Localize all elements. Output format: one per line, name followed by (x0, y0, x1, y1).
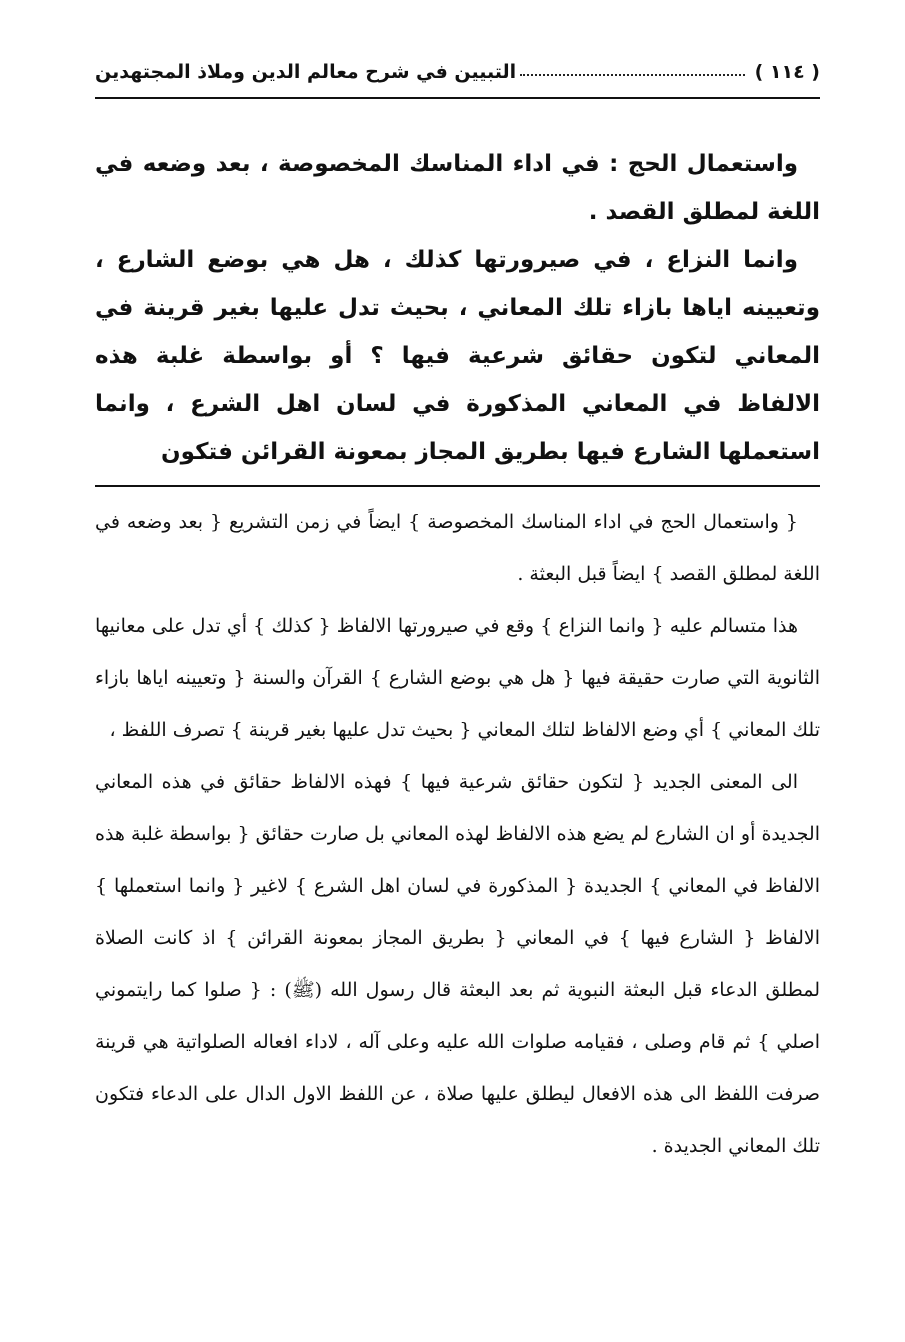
commentary-paragraph: { واستعمال الحج في اداء المناسك المخصوصة } ايضاً في زمن التشريع { بعد وضعه في اللغة لمطلق القصد } ايضاً قبل البعثة . (95, 511, 820, 585)
book-title: التبيين في شرح معالم الدين وملاذ المجتهدين (95, 61, 517, 83)
header-dotted-leader (520, 74, 744, 76)
main-text-paragraph: واستعمال الحج : في اداء المناسك المخصوصة ، بعد وضعه في اللغة لمطلق القصد . (95, 151, 820, 225)
main-text-paragraph: وانما النزاع ، في صيرورتها كذلك ، هل هي بوضع الشارع ، وتعيينه اياها بازاء تلك المعاني ، بحيث تدل عليها بغير قرينة في المعاني لتكون حقائق شرعية فيها ؟ أو بواسطة غلبة هذه الالفاظ في المعاني المذكورة في لسان اهل الشرع ، وانما استعملها الشارع فيها بطريق المجاز بمعونة القرائن فتكون (95, 247, 820, 465)
commentary-text (95, 496, 820, 1172)
running-header (95, 50, 820, 94)
commentary-paragraph: الى المعنى الجديد { لتكون حقائق شرعية فيها } فهذه الالفاظ حقائق في هذه المعاني الجديدة أو ان الشارع لم يضع هذه الالفاظ لهذه المعاني بل صارت حقائق { بواسطة غلبة هذه الالفاظ في المعاني } الجديدة { المذكورة في لسان اهل الشرع } لاغير { وانما استعملها } الالفاظ { الشارع فيها } في المعاني { بطريق المجاز بمعونة القرائن } اذ كانت الصلاة لمطلق الدعاء قبل البعثة النبوية ثم بعد البعثة قال رسول الله (ﷺ) : { صلوا كما رايتموني اصلي } ثم قام وصلى ، فقيامه صلوات الله عليه وعلى آله ، لاداء افعاله الصلواتية هي قرينة صرفت اللفظ الى هذه الافعال ليطلق عليها صلاة ، عن اللفظ الاول الدال على الدعاء فتكون تلك المعاني الجديدة . (95, 771, 820, 1157)
section-separator (95, 485, 820, 487)
commentary-paragraph: هذا متسالم عليه { وانما النزاع } وقع في صيرورتها الالفاظ { كذلك } أي تدل على معانيها الثانوية التي صارت حقيقة فيها { هل هي بوضع الشارع } القرآن والسنة { وتعيينه اياها بازاء تلك المعاني } أي وضع الالفاظ لتلك المعاني { بحيث تدل عليها بغير قرينة } تصرف اللفظ ، (95, 615, 820, 741)
page-number: ( ١١٤ ) (754, 61, 820, 83)
header-rule (95, 97, 820, 99)
main-text (95, 140, 820, 476)
